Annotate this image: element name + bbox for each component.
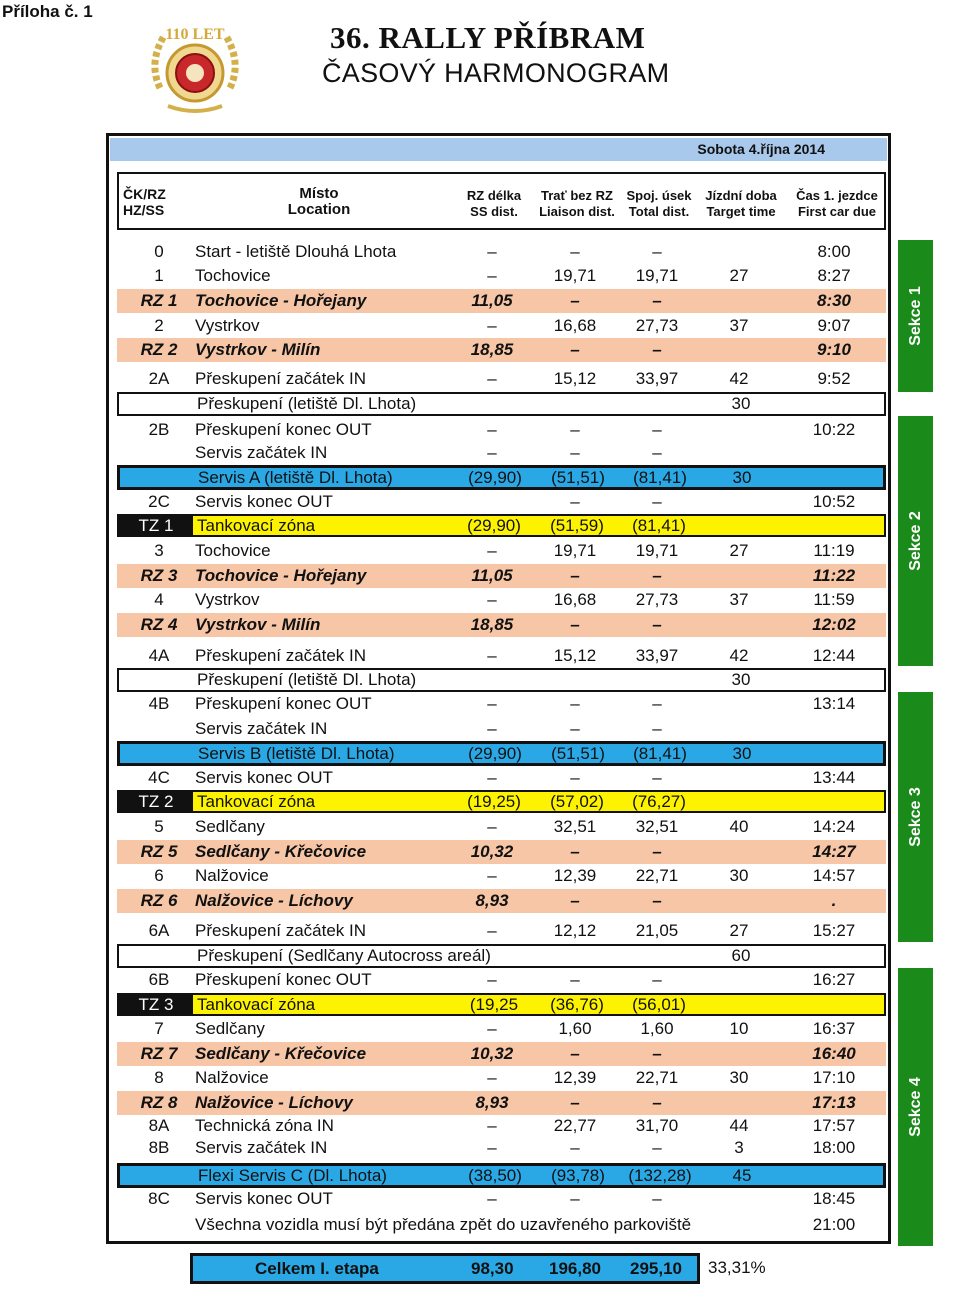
cell-first-car-due: 16:40	[812, 1044, 856, 1063]
cell-total-distance: 33,97	[635, 369, 679, 388]
cell-liaison-distance: 16,68	[553, 590, 597, 609]
cell-ss-distance: –	[487, 921, 497, 940]
cell-liaison-distance: 19,71	[553, 266, 597, 285]
cell-stage-id: TZ 2	[119, 792, 193, 811]
cell-target-time: 30	[729, 866, 749, 885]
cell-target-time: 40	[729, 817, 749, 836]
cell-location: Vystrkov	[195, 590, 260, 609]
cell-liaison-distance: –	[570, 420, 580, 439]
cell-first-car-due: 21:00	[812, 1215, 856, 1234]
cell-first-car-due: 14:57	[812, 866, 856, 885]
cell-total-distance: –	[652, 694, 662, 713]
cell-stage-id: 4A	[148, 646, 170, 665]
cell-liaison-distance: (57,02)	[550, 791, 604, 811]
cell-first-car-due: 17:10	[812, 1068, 856, 1087]
cell-target-time: 30	[731, 670, 751, 689]
cell-first-car-due: 9:10	[816, 340, 852, 359]
cell-liaison-distance: 1,60	[558, 1019, 592, 1038]
total-liaison-distance: 196,80	[549, 1258, 601, 1278]
cell-first-car-due: 10:52	[812, 492, 856, 511]
special-stage-row	[117, 289, 886, 313]
section-2-band	[898, 416, 933, 666]
service-row	[117, 1163, 886, 1188]
page-title: 36. RALLY PŘÍBRAM	[330, 20, 646, 55]
cell-target-time: 42	[729, 646, 749, 665]
cell-total-distance: 27,73	[635, 590, 679, 609]
cell-ss-distance: (19,25)	[467, 791, 521, 811]
cell-target-time: 30	[731, 394, 751, 413]
cell-liaison-distance: (36,76)	[550, 994, 604, 1014]
total-percent: 33,31%	[708, 1258, 766, 1277]
cell-total-distance: (56,01)	[632, 994, 686, 1014]
cell-location: Servis konec OUT	[195, 768, 333, 787]
header-total-distance: Spoj. úsek Total dist.	[626, 188, 692, 219]
cell-total-distance: –	[652, 492, 662, 511]
cell-total-distance: –	[652, 1189, 662, 1208]
cell-location: Nalžovice	[195, 1068, 269, 1087]
cell-stage-id: TZ 1	[119, 516, 193, 535]
cell-total-distance: 19,71	[635, 266, 679, 285]
cell-first-car-due: 18:45	[812, 1189, 856, 1208]
table-header	[117, 172, 886, 230]
cell-liaison-distance: 12,39	[553, 1068, 597, 1087]
cell-total-distance: –	[652, 891, 662, 910]
cell-first-car-due: 12:02	[812, 615, 856, 634]
cell-location: Technická zóna IN	[195, 1116, 334, 1135]
cell-first-car-due: 15:27	[812, 921, 856, 940]
cell-total-distance: 27,73	[635, 316, 679, 335]
cell-total-distance: –	[652, 443, 662, 462]
cell-total-distance: 33,97	[635, 646, 679, 665]
cell-location: Tochovice	[195, 266, 271, 285]
cell-stage-id: 4C	[148, 768, 170, 787]
cell-ss-distance: (38,50)	[468, 1165, 522, 1185]
cell-ss-distance: –	[487, 817, 497, 836]
rally-logo-icon	[142, 18, 248, 118]
table-row	[117, 418, 886, 442]
table-row	[117, 864, 886, 888]
cell-stage-id: 2B	[148, 420, 170, 439]
cell-stage-id: 5	[154, 817, 164, 836]
cell-stage-id: 8C	[148, 1189, 170, 1208]
table-row	[117, 539, 886, 563]
cell-target-time: 37	[729, 590, 749, 609]
cell-location: Přeskupení začátek IN	[195, 921, 367, 940]
cell-location: Přeskupení konec OUT	[195, 694, 372, 713]
cell-stage-id: RZ 6	[140, 891, 178, 910]
cell-total-distance: 19,71	[635, 541, 679, 560]
cell-total-distance: –	[652, 615, 662, 634]
cell-ss-distance: –	[487, 1019, 497, 1038]
cell-liaison-distance: –	[570, 242, 580, 261]
total-label: Celkem I. etapa	[255, 1258, 379, 1278]
cell-ss-distance: –	[487, 768, 497, 787]
cell-liaison-distance: –	[570, 340, 580, 359]
cell-stage-id: TZ 3	[119, 995, 193, 1014]
cell-location: Přeskupení začátek IN	[195, 369, 367, 388]
header-id: ČK/RZ HZ/SS	[123, 186, 166, 218]
cell-first-car-due: 9:07	[817, 316, 851, 335]
cell-location: Tochovice - Hořejany	[195, 291, 367, 310]
cell-location: Servis A (letiště Dl. Lhota)	[198, 467, 393, 487]
cell-liaison-distance: –	[570, 719, 580, 738]
cell-target-time: 42	[729, 369, 749, 388]
cell-ss-distance: –	[487, 1138, 497, 1157]
cell-location: Přeskupení začátek IN	[195, 646, 367, 665]
header-ss-distance: RZ délka SS dist.	[466, 188, 522, 219]
section-3-band	[898, 692, 933, 942]
cell-ss-distance: 11,05	[471, 566, 513, 585]
cell-first-car-due: 13:44	[812, 768, 856, 787]
cell-liaison-distance: –	[570, 1189, 580, 1208]
cell-ss-distance: 8,93	[475, 891, 509, 910]
cell-first-car-due: 11:59	[813, 590, 855, 609]
table-row	[117, 1066, 886, 1090]
cell-stage-id: RZ 7	[140, 1044, 178, 1063]
cell-ss-distance: –	[487, 369, 497, 388]
cell-total-distance: (81,41)	[632, 515, 686, 535]
cell-target-time: 3	[734, 1138, 744, 1157]
cell-stage-id: 6A	[148, 921, 170, 940]
cell-stage-id: 3	[154, 541, 164, 560]
cell-total-distance: –	[652, 291, 662, 310]
cell-total-distance: 31,70	[635, 1116, 679, 1135]
header-liaison-distance: Trať bez RZ Liaison dist.	[539, 188, 615, 219]
cell-location: Nalžovice - Líchovy	[195, 891, 353, 910]
date-bar	[110, 138, 887, 161]
cell-total-distance: –	[652, 719, 662, 738]
cell-stage-id: 2	[154, 316, 164, 335]
cell-first-car-due: 8:00	[817, 242, 851, 261]
cell-location: Všechna vozidla musí být předána zpět do uzavřeného parkoviště	[195, 1215, 692, 1234]
cell-location: Přeskupení (letiště Dl. Lhota)	[197, 394, 417, 413]
cell-stage-id: 8	[154, 1068, 164, 1087]
regroup-row	[117, 944, 886, 968]
cell-total-distance: –	[652, 1044, 662, 1063]
cell-liaison-distance: –	[570, 615, 580, 634]
special-stage-row	[117, 1091, 886, 1115]
cell-total-distance: 21,05	[635, 921, 679, 940]
cell-liaison-distance: 32,51	[553, 817, 597, 836]
cell-liaison-distance: (51,51)	[551, 467, 605, 487]
service-row	[117, 465, 886, 490]
cell-location: Vystrkov	[195, 316, 260, 335]
cell-location: Tankovací zóna	[197, 994, 316, 1014]
cell-liaison-distance: 12,12	[553, 921, 597, 940]
cell-first-car-due: 14:24	[812, 817, 856, 836]
cell-ss-distance: 18,85	[470, 615, 514, 634]
special-stage-row	[117, 840, 886, 864]
cell-stage-id: 8B	[148, 1138, 170, 1157]
cell-location: Start - letiště Dlouhá Lhota	[195, 242, 397, 261]
total-distance: 295,10	[630, 1258, 682, 1278]
table-row	[117, 919, 886, 943]
cell-stage-id: 7	[154, 1019, 164, 1038]
cell-stage-id: 4	[154, 590, 164, 609]
table-row	[117, 644, 886, 668]
cell-location: Nalžovice	[195, 866, 269, 885]
cell-ss-distance: –	[487, 443, 497, 462]
cell-location: Servis B (letiště Dl. Lhota)	[198, 743, 395, 763]
cell-target-time: 27	[729, 266, 749, 285]
cell-target-time: 10	[729, 1019, 749, 1038]
header-target-time: Jízdní doba Target time	[705, 188, 777, 219]
cell-location: Servis konec OUT	[195, 1189, 333, 1208]
cell-first-car-due: 8:30	[816, 291, 852, 310]
cell-target-time: 30	[732, 743, 752, 763]
special-stage-row	[117, 338, 886, 362]
table-row	[117, 968, 886, 992]
refuel-zone-row	[117, 993, 886, 1016]
cell-liaison-distance: –	[570, 970, 580, 989]
table-row	[117, 766, 886, 790]
cell-location: Flexi Servis C (Dl. Lhota)	[198, 1165, 387, 1185]
cell-ss-distance: –	[487, 719, 497, 738]
refuel-zone-row	[117, 514, 886, 537]
cell-target-time: 27	[729, 921, 749, 940]
cell-stage-id: 8A	[148, 1116, 170, 1135]
cell-location: Tochovice	[195, 541, 271, 560]
cell-liaison-distance: (51,51)	[551, 743, 605, 763]
cell-location: Servis začátek IN	[195, 719, 328, 738]
cell-target-time: 44	[729, 1116, 749, 1135]
cell-target-time: 30	[732, 467, 752, 487]
section-4-band	[898, 968, 933, 1246]
cell-total-distance: –	[652, 768, 662, 787]
cell-first-car-due: 10:22	[812, 420, 856, 439]
cell-location: Tochovice - Hořejany	[195, 566, 367, 585]
cell-liaison-distance: –	[570, 1044, 580, 1063]
table-row	[117, 815, 886, 839]
cell-location: Vystrkov - Milín	[195, 615, 321, 634]
cell-location: Servis začátek IN	[195, 443, 328, 462]
cell-ss-distance: 10,32	[470, 1044, 514, 1063]
cell-ss-distance: 18,85	[470, 340, 514, 359]
cell-ss-distance: –	[487, 694, 497, 713]
cell-liaison-distance: –	[570, 566, 580, 585]
header-first-car-due: Čas 1. jezdce First car due	[796, 188, 878, 219]
cell-liaison-distance: –	[570, 291, 580, 310]
cell-location: Přeskupení konec OUT	[195, 420, 372, 439]
cell-total-distance: (81,41)	[633, 467, 687, 487]
service-row	[117, 741, 886, 766]
cell-location: Přeskupení konec OUT	[195, 970, 372, 989]
cell-total-distance: –	[652, 842, 662, 861]
cell-first-car-due: 11:22	[812, 566, 856, 585]
cell-first-car-due: 18:00	[812, 1138, 856, 1157]
table-row	[117, 692, 886, 716]
cell-stage-id: 6B	[148, 970, 170, 989]
table-row	[117, 717, 886, 741]
cell-location: Přeskupení (letiště Dl. Lhota)	[197, 670, 417, 689]
cell-stage-id: 2C	[148, 492, 170, 511]
cell-ss-distance: –	[487, 866, 497, 885]
cell-liaison-distance: 16,68	[553, 316, 597, 335]
header-location: Místo Location	[287, 185, 351, 218]
total-bar	[190, 1253, 700, 1284]
table-row	[117, 367, 886, 391]
regroup-row	[117, 392, 886, 416]
cell-total-distance: –	[652, 1138, 662, 1157]
cell-ss-distance: –	[487, 1116, 497, 1135]
cell-location: Sedlčany	[195, 817, 265, 836]
cell-total-distance: (81,41)	[633, 743, 687, 763]
cell-total-distance: 32,51	[635, 817, 679, 836]
special-stage-row	[117, 613, 886, 637]
cell-ss-distance: (29,90)	[467, 515, 521, 535]
cell-stage-id: 0	[154, 242, 164, 261]
cell-liaison-distance: (93,78)	[551, 1165, 605, 1185]
cell-location: Vystrkov - Milín	[195, 340, 321, 359]
cell-liaison-distance: –	[570, 443, 580, 462]
table-row	[117, 314, 886, 338]
cell-ss-distance: 10,32	[470, 842, 514, 861]
cell-location: Nalžovice - Líchovy	[195, 1093, 353, 1112]
cell-liaison-distance: (51,59)	[550, 515, 604, 535]
cell-total-distance: 1,60	[640, 1019, 674, 1038]
cell-stage-id: RZ 8	[140, 1093, 178, 1112]
cell-target-time: 37	[729, 316, 749, 335]
cell-total-distance: –	[652, 566, 662, 585]
cell-ss-distance: (19,25	[469, 994, 519, 1014]
section-1-band	[898, 240, 933, 392]
cell-stage-id: RZ 5	[140, 842, 178, 861]
cell-liaison-distance: –	[570, 1138, 580, 1157]
cell-total-distance: –	[652, 242, 662, 261]
cell-ss-distance: –	[487, 266, 497, 285]
cell-first-car-due: 11:19	[813, 541, 855, 560]
cell-ss-distance: –	[487, 316, 497, 335]
cell-first-car-due: 9:52	[817, 369, 851, 388]
cell-first-car-due: 17:13	[812, 1093, 856, 1112]
cell-liaison-distance: 15,12	[553, 646, 597, 665]
cell-total-distance: 22,71	[635, 1068, 679, 1087]
cell-stage-id: RZ 3	[140, 566, 178, 585]
cell-ss-distance: –	[487, 646, 497, 665]
cell-liaison-distance: –	[570, 768, 580, 787]
cell-target-time: 60	[731, 946, 751, 965]
cell-total-distance: 22,71	[635, 866, 679, 885]
cell-total-distance: (132,28)	[628, 1165, 692, 1185]
cell-ss-distance: –	[487, 1068, 497, 1087]
table-row	[117, 441, 886, 465]
cell-ss-distance: 8,93	[475, 1093, 509, 1112]
special-stage-row	[117, 564, 886, 588]
cell-first-car-due: 16:27	[812, 970, 856, 989]
table-row	[117, 1187, 886, 1211]
cell-first-car-due: 13:14	[812, 694, 856, 713]
cell-stage-id: RZ 2	[140, 340, 178, 359]
cell-ss-distance: (29,90)	[468, 467, 522, 487]
cell-location: Servis začátek IN	[195, 1138, 328, 1157]
cell-liaison-distance: –	[570, 694, 580, 713]
cell-first-car-due: 8:27	[817, 266, 851, 285]
cell-ss-distance: –	[487, 242, 497, 261]
cell-ss-distance: –	[487, 970, 497, 989]
table-row	[117, 1136, 886, 1160]
cell-liaison-distance: 15,12	[553, 369, 597, 388]
cell-target-time: 27	[729, 541, 749, 560]
total-ss-distance: 98,30	[471, 1258, 514, 1278]
cell-location: Tankovací zóna	[197, 515, 316, 535]
cell-ss-distance: (29,90)	[468, 743, 522, 763]
cell-first-car-due: 14:27	[812, 842, 856, 861]
section-1-label: Sekce 1	[906, 286, 924, 346]
cell-first-car-due: 16:37	[812, 1019, 856, 1038]
cell-liaison-distance: –	[570, 842, 580, 861]
cell-location: Sedlčany - Křečovice	[195, 1044, 367, 1063]
cell-liaison-distance: 22,77	[553, 1116, 597, 1135]
cell-ss-distance: –	[487, 590, 497, 609]
cell-location: Servis konec OUT	[195, 492, 333, 511]
cell-target-time: 30	[729, 1068, 749, 1087]
cell-location: Sedlčany	[195, 1019, 265, 1038]
section-4-label: Sekce 4	[906, 1077, 924, 1137]
cell-location: Tankovací zóna	[197, 791, 316, 811]
table-row	[117, 1017, 886, 1041]
cell-location: Přeskupení (Sedlčany Autocross areál)	[197, 946, 491, 965]
cell-ss-distance: –	[487, 420, 497, 439]
cell-first-car-due: 17:57	[812, 1116, 856, 1135]
table-row	[117, 588, 886, 612]
table-row	[117, 1114, 886, 1138]
cell-total-distance: –	[652, 1093, 662, 1112]
table-row	[117, 490, 886, 514]
section-2-label: Sekce 2	[906, 511, 924, 571]
cell-stage-id: 6	[154, 866, 164, 885]
cell-total-distance: (76,27)	[632, 791, 686, 811]
cell-total-distance: –	[652, 970, 662, 989]
table-row	[117, 240, 886, 264]
attachment-label: Příloha č. 1	[2, 2, 93, 21]
cell-liaison-distance: 19,71	[553, 541, 597, 560]
table-row	[117, 1213, 886, 1237]
section-3-label: Sekce 3	[906, 787, 924, 847]
cell-total-distance: –	[652, 340, 662, 359]
cell-total-distance: –	[652, 420, 662, 439]
cell-stage-id: 4B	[148, 694, 170, 713]
cell-ss-distance: –	[487, 1189, 497, 1208]
cell-liaison-distance: –	[570, 891, 580, 910]
regroup-row	[117, 668, 886, 692]
refuel-zone-row	[117, 790, 886, 813]
cell-first-car-due: .	[831, 891, 837, 910]
cell-ss-distance: 11,05	[471, 291, 513, 310]
cell-liaison-distance: –	[570, 1093, 580, 1112]
special-stage-row	[117, 1042, 886, 1066]
cell-location: Sedlčany - Křečovice	[195, 842, 367, 861]
cell-stage-id: 1	[154, 266, 164, 285]
table-row	[117, 264, 886, 288]
special-stage-row	[117, 889, 886, 913]
cell-stage-id: RZ 1	[140, 291, 178, 310]
cell-ss-distance: –	[487, 541, 497, 560]
cell-stage-id: 2A	[148, 369, 170, 388]
cell-liaison-distance: 12,39	[553, 866, 597, 885]
logo-text: 110 LET	[165, 26, 225, 43]
date-label: Sobota 4.října 2014	[697, 141, 825, 157]
page-subtitle: ČASOVÝ HARMONOGRAM	[322, 58, 670, 88]
cell-target-time: 45	[732, 1165, 752, 1185]
cell-first-car-due: 12:44	[812, 646, 856, 665]
cell-liaison-distance: –	[570, 492, 580, 511]
cell-stage-id: RZ 4	[140, 615, 178, 634]
